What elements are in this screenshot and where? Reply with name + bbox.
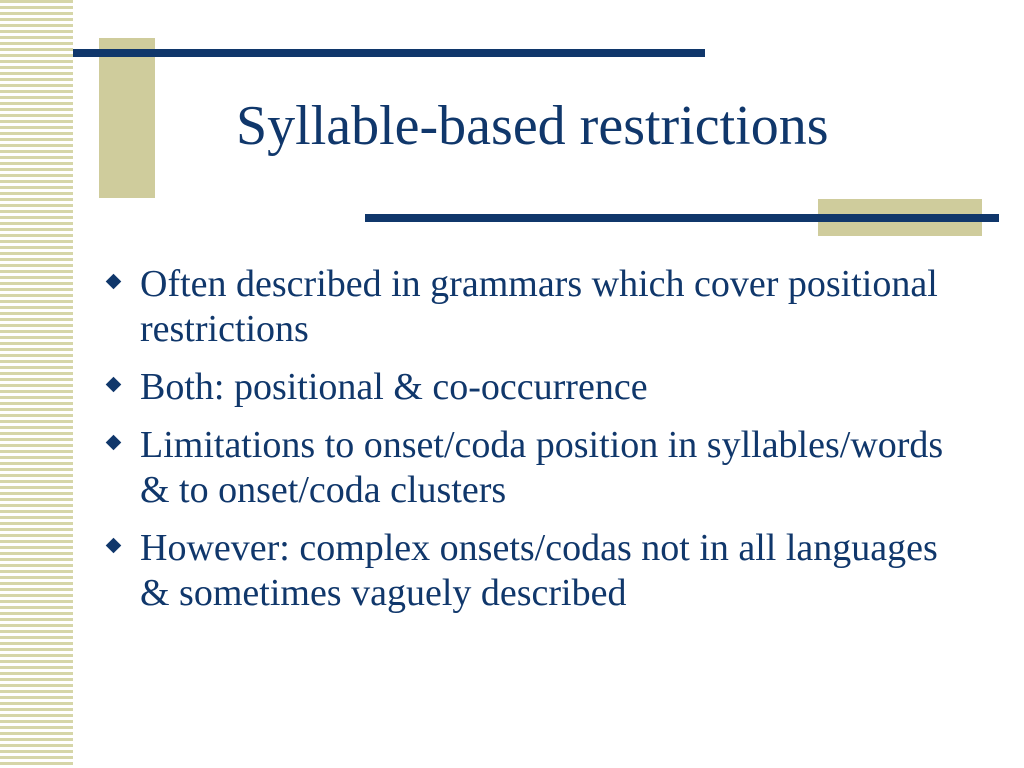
diamond-bullet-icon [106, 435, 122, 451]
bullet-text: Limitations to onset/coda position in syllables/words & to onset/coda clusters [140, 424, 944, 511]
bullet-text: Both: positional & co-occurrence [140, 366, 648, 408]
bullet-list [104, 262, 944, 629]
bullet-text: However: complex onsets/codas not in all languages & sometimes vaguely described [140, 527, 938, 614]
decorative-stripes [0, 0, 73, 768]
diamond-bullet-icon [106, 274, 122, 290]
bullet-item [104, 526, 944, 616]
bullet-item [104, 365, 944, 410]
bullet-item [104, 262, 944, 352]
diamond-bullet-icon [106, 538, 122, 554]
bullet-text: Often described in grammars which cover positional restrictions [140, 263, 938, 350]
slide-title: Syllable-based restrictions [236, 95, 829, 157]
diamond-bullet-icon [106, 377, 122, 393]
decorative-block-left [99, 38, 155, 198]
decorative-line-bottom [365, 214, 999, 222]
decorative-line-top [73, 49, 705, 57]
bullet-item [104, 423, 944, 513]
